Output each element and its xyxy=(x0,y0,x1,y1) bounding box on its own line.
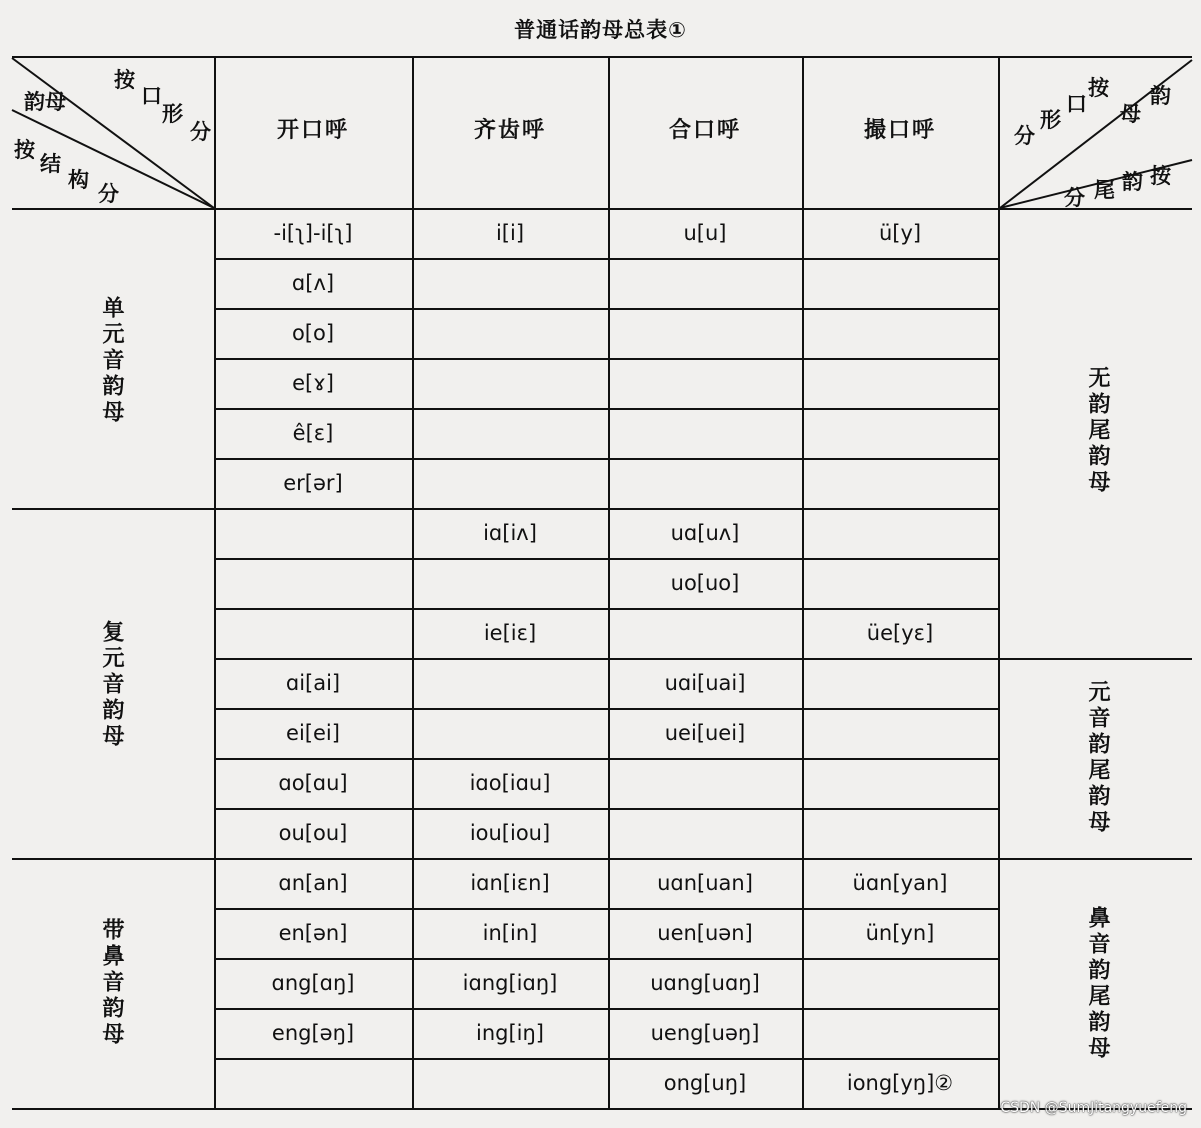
table-cell: eng[əŋ] xyxy=(271,1021,355,1045)
group-right-no-ending: 无韵尾韵母 xyxy=(1085,366,1110,496)
col-header-qichi: 齐齿呼 xyxy=(473,118,546,143)
table-cell: ɑi[ai] xyxy=(285,671,341,695)
col-header-cuokou: 撮口呼 xyxy=(863,118,936,143)
group-right-vowel-ending: 元音韵尾韵母 xyxy=(1085,680,1110,836)
group-sep-left-1 xyxy=(12,508,214,510)
table-cell: uɑn[uan] xyxy=(657,871,753,895)
corner-left-char-4: 分 xyxy=(190,120,211,144)
table-cell: ou[ou] xyxy=(278,821,348,845)
corner-left-char-3: 形 xyxy=(162,102,183,126)
table-cell xyxy=(608,458,802,508)
group-sep-right-2 xyxy=(998,858,1192,860)
table-cell: uei[uei] xyxy=(664,721,746,745)
col-header-hekou: 合口呼 xyxy=(668,118,741,143)
group-sep-right-1 xyxy=(998,658,1192,660)
table-cell xyxy=(802,358,998,408)
table-cell: iou[iou] xyxy=(469,821,551,845)
table-title: 普通话韵母总表① xyxy=(514,18,687,42)
table-cell xyxy=(214,608,412,658)
table-cell: ɑn[an] xyxy=(278,871,348,895)
table-cell xyxy=(608,358,802,408)
table-cell xyxy=(412,658,608,708)
table-cell xyxy=(802,658,998,708)
table-cell: üe[yɛ] xyxy=(866,621,934,645)
group-left-nasal: 带鼻音韵母 xyxy=(99,918,124,1048)
column-line xyxy=(998,56,1000,1108)
corner-left-char-5: 按 xyxy=(14,138,35,162)
table-cell: ei[ei] xyxy=(286,721,340,745)
table-cell xyxy=(802,308,998,358)
table-cell: ong[uŋ] xyxy=(663,1071,747,1095)
table-cell xyxy=(214,508,412,558)
table-cell: uo[uo] xyxy=(670,571,740,595)
table-cell: ɑ[ʌ] xyxy=(291,271,335,295)
table-cell xyxy=(608,308,802,358)
corner-left-char-7: 构 xyxy=(68,168,89,192)
group-right-nasal-ending: 鼻音韵尾韵母 xyxy=(1085,906,1110,1062)
table-cell: iong[yŋ]② xyxy=(846,1071,954,1095)
table-cell: iɑo[iɑu] xyxy=(469,771,551,795)
table-cell: ing[iŋ] xyxy=(475,1021,544,1045)
header-bottom-left xyxy=(12,208,214,210)
col-header-kaikou: 开口呼 xyxy=(276,118,349,143)
table-cell xyxy=(214,558,412,608)
corner-right-char-6: 母 xyxy=(1120,102,1141,126)
corner-right-char-4: 分 xyxy=(1014,124,1035,148)
table-cell: uen[uən] xyxy=(657,921,753,945)
table-cell: ê[ɛ] xyxy=(292,421,334,445)
table-cell: iɑ[iʌ] xyxy=(483,521,537,545)
corner-left-char-2: 口 xyxy=(141,84,162,108)
table-cell: -i[ʅ]-i[ʅ] xyxy=(273,221,353,245)
table-cell xyxy=(412,408,608,458)
table-cell xyxy=(608,758,802,808)
corner-left-char-1: 按 xyxy=(114,68,135,92)
corner-left-top: 韵母 xyxy=(24,90,66,114)
table-cell xyxy=(608,808,802,858)
corner-right-char-9: 尾 xyxy=(1094,178,1115,202)
corner-left-char-6: 结 xyxy=(40,152,61,176)
table-cell: iɑng[iɑŋ] xyxy=(462,971,558,995)
table-cell xyxy=(802,808,998,858)
table-cell xyxy=(802,958,998,1008)
table-cell: uɑng[uɑŋ] xyxy=(650,971,760,995)
table-cell: iɑn[iɛn] xyxy=(470,871,550,895)
table-cell xyxy=(802,508,998,558)
table-cell xyxy=(412,708,608,758)
corner-right-char-10: 分 xyxy=(1064,186,1085,210)
corner-right-char-1: 按 xyxy=(1088,76,1109,100)
table-cell: üɑn[yan] xyxy=(852,871,948,895)
table-cell xyxy=(802,558,998,608)
header-bottom-right xyxy=(998,208,1192,210)
corner-right-char-3: 形 xyxy=(1040,108,1061,132)
table-cell: ueng[uəŋ] xyxy=(650,1021,760,1045)
table-cell xyxy=(802,758,998,808)
table-cell: i[i] xyxy=(495,221,525,245)
group-sep-left-2 xyxy=(12,858,214,860)
table-cell xyxy=(214,1058,412,1108)
corner-right-char-7: 按 xyxy=(1150,164,1171,188)
table-cell: uɑ[uʌ] xyxy=(670,521,740,545)
table-cell xyxy=(412,358,608,408)
corner-right-char-2: 口 xyxy=(1066,92,1087,116)
table-cell xyxy=(608,608,802,658)
table-cell xyxy=(412,258,608,308)
table-cell xyxy=(412,458,608,508)
table-cell: o[o] xyxy=(291,321,335,345)
table-cell: in[in] xyxy=(482,921,538,945)
table-top-border xyxy=(12,56,1192,58)
corner-left-char-8: 分 xyxy=(98,182,119,206)
table-cell: uɑi[uai] xyxy=(664,671,746,695)
table-cell: ie[iɛ] xyxy=(483,621,537,645)
table-cell: ɑng[ɑŋ] xyxy=(271,971,355,995)
table-cell xyxy=(802,1008,998,1058)
table-cell: ɑo[ɑu] xyxy=(278,771,348,795)
table-cell xyxy=(802,458,998,508)
group-left-compound-vowel: 复元音韵母 xyxy=(99,620,124,750)
table-cell xyxy=(412,308,608,358)
table-cell xyxy=(802,408,998,458)
table-cell: ün[yn] xyxy=(865,921,935,945)
table-cell xyxy=(608,258,802,308)
group-left-single-vowel: 单元音韵母 xyxy=(99,296,124,426)
corner-right-char-8: 韵 xyxy=(1122,170,1143,194)
table-cell xyxy=(608,408,802,458)
table-cell xyxy=(412,1058,608,1108)
table-cell: en[ən] xyxy=(278,921,348,945)
table-cell: u[u] xyxy=(683,221,727,245)
watermark: CSDN @SumJitangyuefeng xyxy=(1000,1100,1187,1116)
table-cell: er[ər] xyxy=(283,471,343,495)
corner-right-char-5: 韵 xyxy=(1150,84,1171,108)
table-cell xyxy=(802,258,998,308)
table-cell xyxy=(802,708,998,758)
table-cell: e[ɤ] xyxy=(292,371,334,395)
table-cell: ü[y] xyxy=(878,221,922,245)
table-cell xyxy=(412,558,608,608)
